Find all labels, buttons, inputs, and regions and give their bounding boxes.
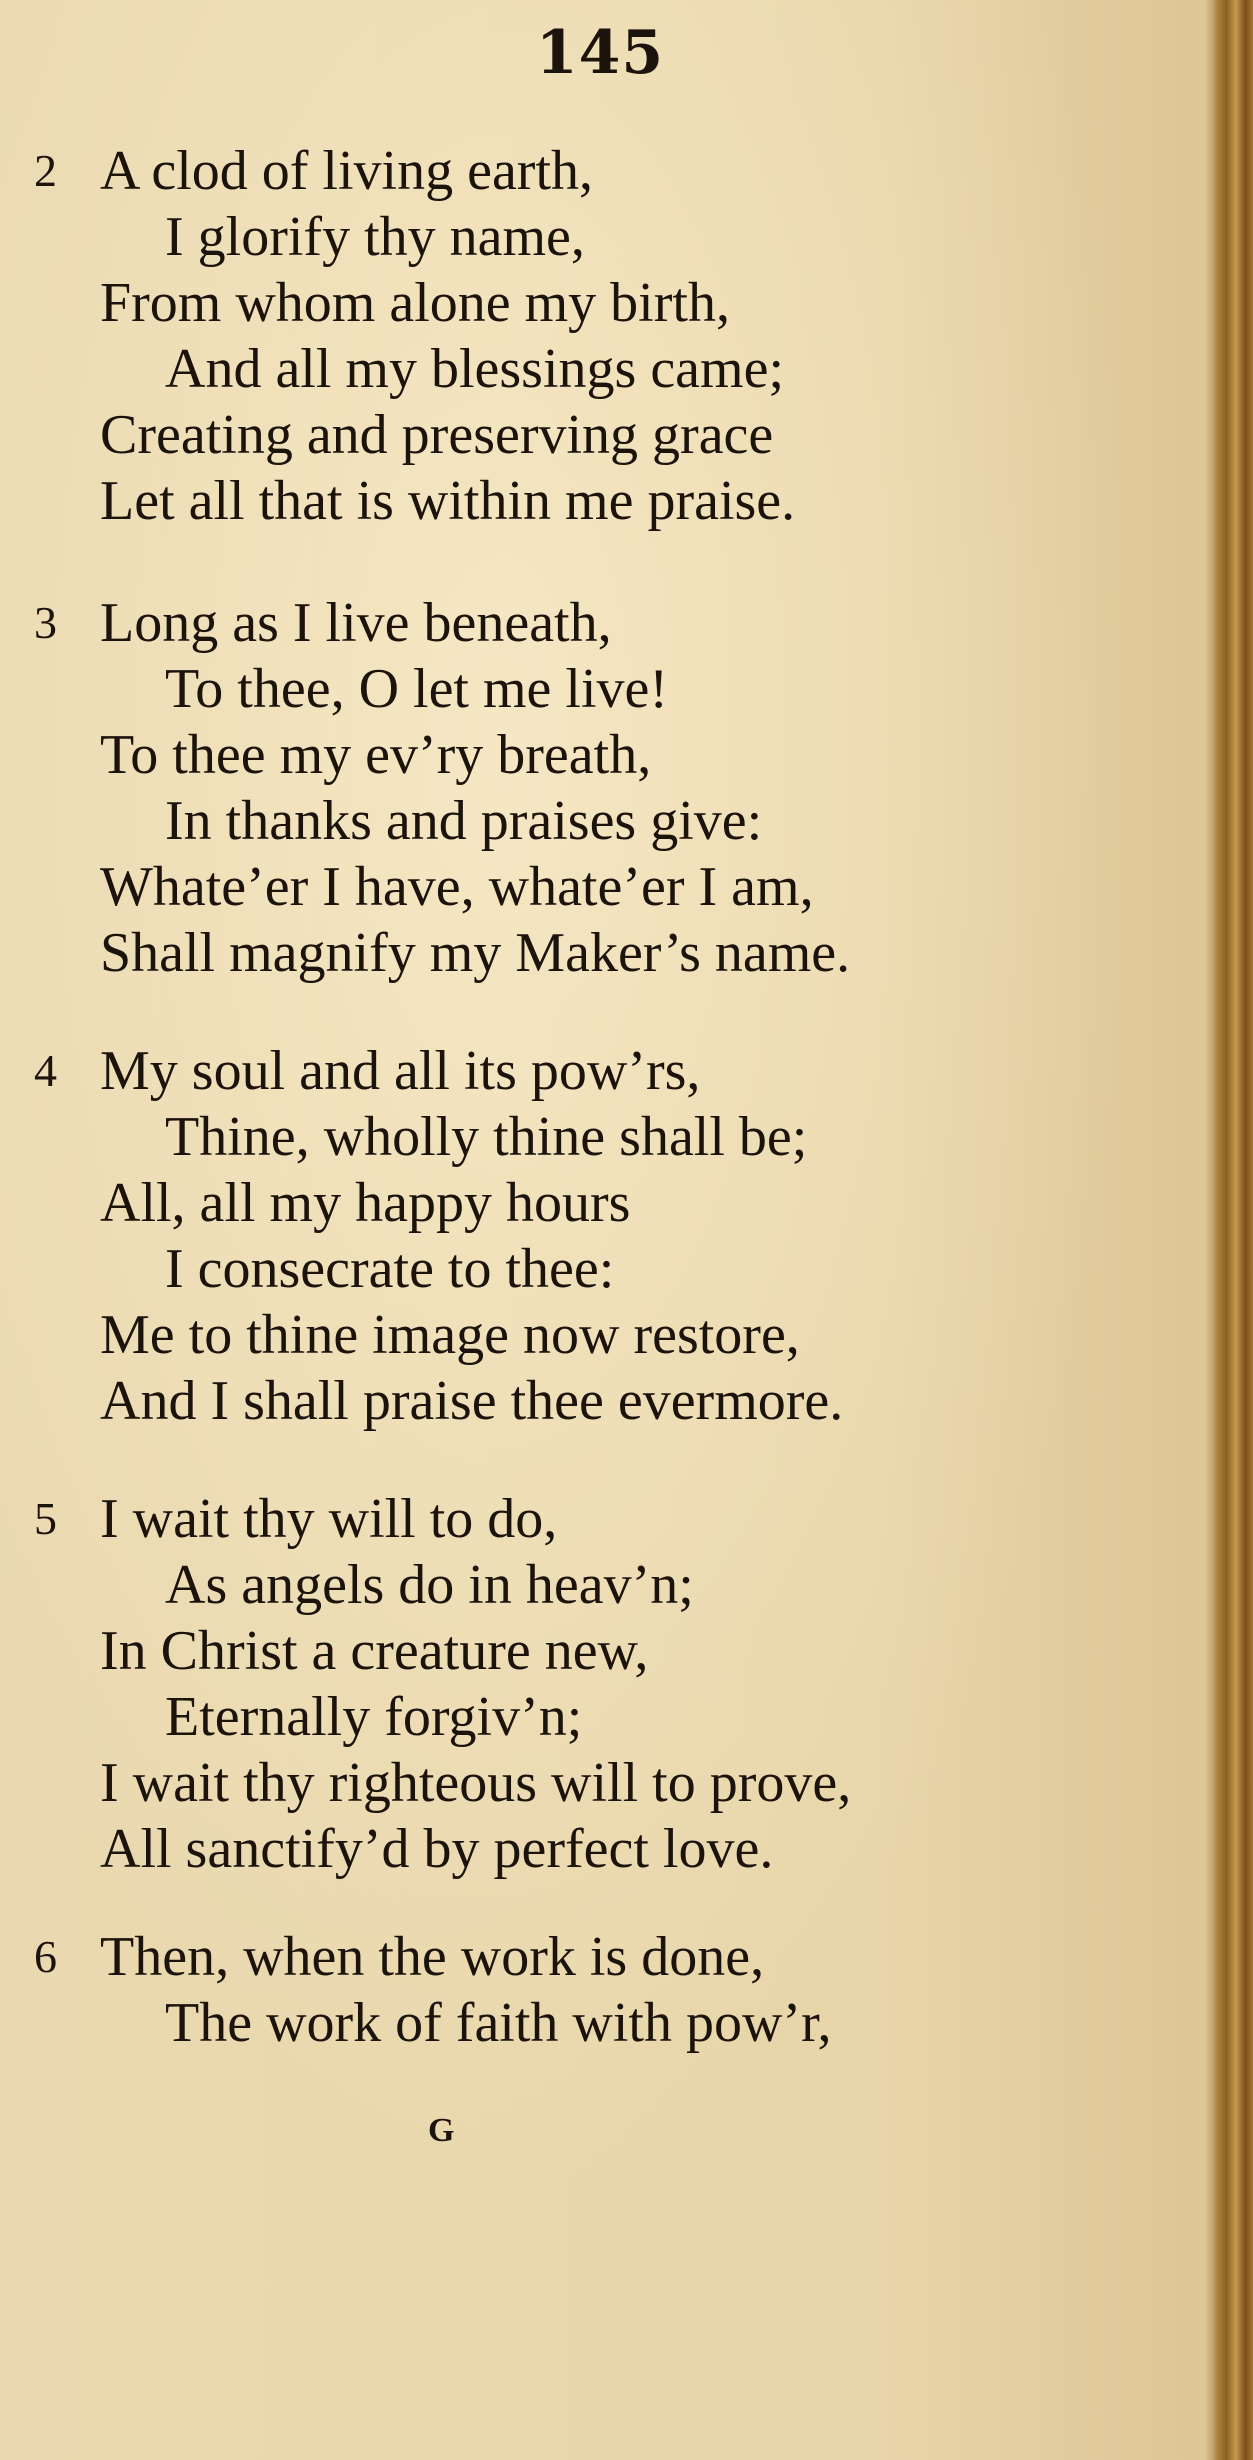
verse-line: Long as I live beneath, bbox=[100, 592, 612, 654]
verse-line: Then, when the work is done, bbox=[100, 1926, 765, 1988]
signature-mark: G bbox=[428, 2112, 455, 2149]
verse-line: To thee my ev’ry breath, bbox=[100, 724, 652, 786]
page-number: 145 bbox=[535, 18, 665, 88]
verse-line: Let all that is within me praise. bbox=[100, 470, 796, 532]
verse-line: Eternally forgiv’n; bbox=[165, 1686, 583, 1748]
verse-line: All sanctify’d by perfect love. bbox=[100, 1818, 774, 1880]
verse-line: Creating and preserving grace bbox=[100, 404, 774, 466]
verse-line: Shall magnify my Maker’s name. bbox=[100, 922, 851, 984]
verse-line: As angels do in heav’n; bbox=[165, 1554, 694, 1616]
page-gutter-shadow bbox=[1205, 0, 1215, 2460]
verse-line: From whom alone my birth, bbox=[100, 272, 730, 334]
verse-line: To thee, O let me live! bbox=[165, 658, 669, 720]
stanza-number: 3 bbox=[34, 597, 57, 648]
verse-line: A clod of living earth, bbox=[100, 140, 594, 202]
verse-line: I wait thy righteous will to prove, bbox=[100, 1752, 852, 1814]
verse-line: And I shall praise thee evermore. bbox=[100, 1370, 844, 1432]
stanza-number: 2 bbox=[34, 145, 57, 196]
verse-line: I consecrate to thee: bbox=[165, 1238, 615, 1300]
verse-line: In thanks and praises give: bbox=[165, 790, 763, 852]
verse-line: In Christ a creature new, bbox=[100, 1620, 649, 1682]
stanza-number: 6 bbox=[34, 1931, 57, 1982]
page-edge bbox=[1215, 0, 1253, 2460]
verse-line: The work of faith with pow’r, bbox=[165, 1992, 832, 2054]
verse-line: Me to thine image now restore, bbox=[100, 1304, 800, 1366]
verse-line: I glorify thy name, bbox=[165, 206, 585, 268]
verse-line: Whate’er I have, whate’er I am, bbox=[100, 856, 814, 918]
stanza-number: 5 bbox=[34, 1493, 57, 1544]
verse-line: And all my blessings came; bbox=[165, 338, 785, 400]
verse-line: My soul and all its pow’rs, bbox=[100, 1040, 701, 1102]
stanza-number: 4 bbox=[34, 1045, 57, 1096]
verse-line: I wait thy will to do, bbox=[100, 1488, 558, 1550]
verse-line: All, all my happy hours bbox=[100, 1172, 631, 1234]
verse-line: Thine, wholly thine shall be; bbox=[165, 1106, 808, 1168]
